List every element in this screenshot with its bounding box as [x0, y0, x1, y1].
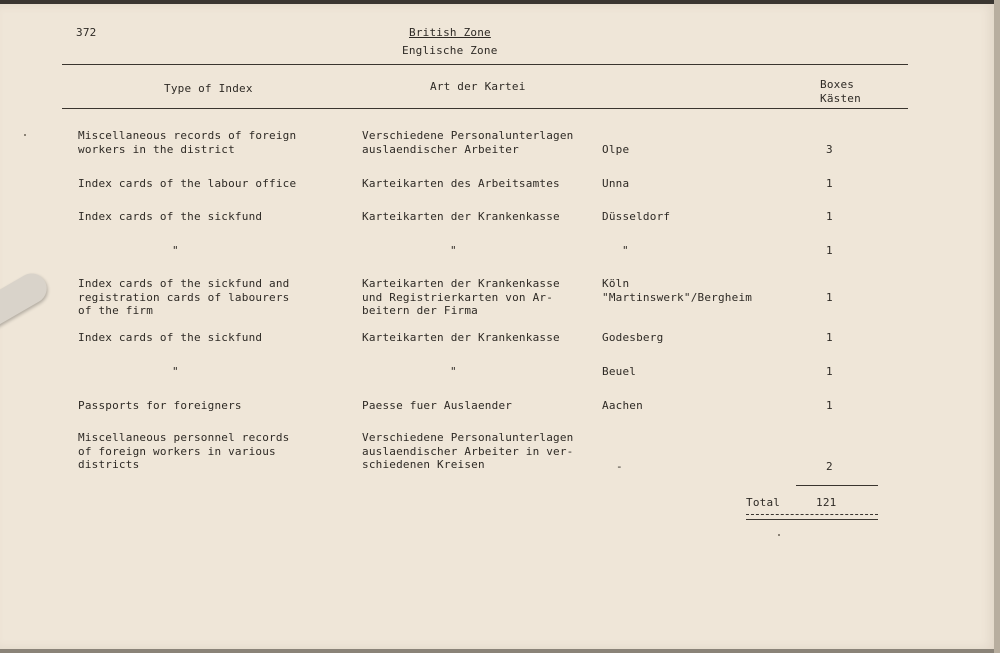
- row-3-boxes: 1: [826, 210, 833, 223]
- total-dashed-rule: [746, 514, 878, 515]
- row-1-boxes: 3: [826, 143, 833, 156]
- row-5-boxes: 1: [826, 291, 833, 304]
- row-9-art: Verschiedene Personalunterlagen auslaendischer Arbeiter in ver- schiedenen Kreisen: [362, 431, 574, 471]
- zone-title-german: Englische Zone: [402, 44, 498, 57]
- row-3-art: Karteikarten der Krankenkasse: [362, 210, 560, 223]
- row-6-boxes: 1: [826, 331, 833, 344]
- row-4-place-ditto: ": [622, 244, 629, 257]
- total-top-rule: [796, 485, 878, 486]
- row-5-place: Köln "Martinswerk"/Bergheim: [602, 277, 753, 304]
- row-5-type: Index cards of the sickfund and registration cards of labourers of the firm: [78, 277, 290, 317]
- row-6-type: Index cards of the sickfund: [78, 331, 263, 344]
- row-3-place: Düsseldorf: [602, 210, 671, 223]
- row-6-place: Godesberg: [602, 331, 664, 344]
- row-7-boxes: 1: [826, 365, 833, 378]
- row-8-boxes: 1: [826, 399, 833, 412]
- stray-mark: [778, 534, 780, 536]
- header-art-der-kartei: Art der Kartei: [430, 80, 526, 93]
- row-2-art: Karteikarten des Arbeitsamtes: [362, 177, 560, 190]
- total-value: 121: [816, 496, 837, 509]
- row-8-type: Passports for foreigners: [78, 399, 242, 412]
- row-7-art-ditto: ": [450, 365, 457, 378]
- row-1-art: Verschiedene Personalunterlagen auslaendischer Arbeiter: [362, 129, 574, 156]
- row-2-place: Unna: [602, 177, 630, 190]
- row-9-place: -: [616, 460, 623, 473]
- row-4-type-ditto: ": [172, 244, 179, 257]
- row-8-place: Aachen: [602, 399, 643, 412]
- zone-title-english: British Zone: [409, 26, 491, 39]
- total-bottom-rule: [746, 519, 878, 520]
- page-edge: [994, 0, 1000, 653]
- document-page: [0, 4, 996, 649]
- row-6-art: Karteikarten der Krankenkasse: [362, 331, 560, 344]
- table-top-rule: [62, 64, 908, 65]
- header-type-of-index: Type of Index: [164, 82, 253, 95]
- row-9-boxes: 2: [826, 460, 833, 473]
- row-1-type: Miscellaneous records of foreign workers in the district: [78, 129, 297, 156]
- header-boxes: Boxes Kästen: [820, 78, 861, 105]
- row-2-boxes: 1: [826, 177, 833, 190]
- header-bottom-rule: [62, 108, 908, 109]
- margin-mark: [24, 134, 26, 136]
- row-8-art: Paesse fuer Auslaender: [362, 399, 513, 412]
- row-1-place: Olpe: [602, 143, 630, 156]
- row-4-art-ditto: ": [450, 244, 457, 257]
- row-2-type: Index cards of the labour office: [78, 177, 297, 190]
- row-5-art: Karteikarten der Krankenkasse und Registrierkarten von Ar- beitern der Firma: [362, 277, 560, 317]
- row-4-boxes: 1: [826, 244, 833, 257]
- row-9-type: Miscellaneous personnel records of foreign workers in various districts: [78, 431, 290, 471]
- page-number: 372: [76, 26, 97, 39]
- row-3-type: Index cards of the sickfund: [78, 210, 263, 223]
- row-7-place: Beuel: [602, 365, 637, 378]
- total-label: Total: [746, 496, 781, 509]
- row-7-type-ditto: ": [172, 365, 179, 378]
